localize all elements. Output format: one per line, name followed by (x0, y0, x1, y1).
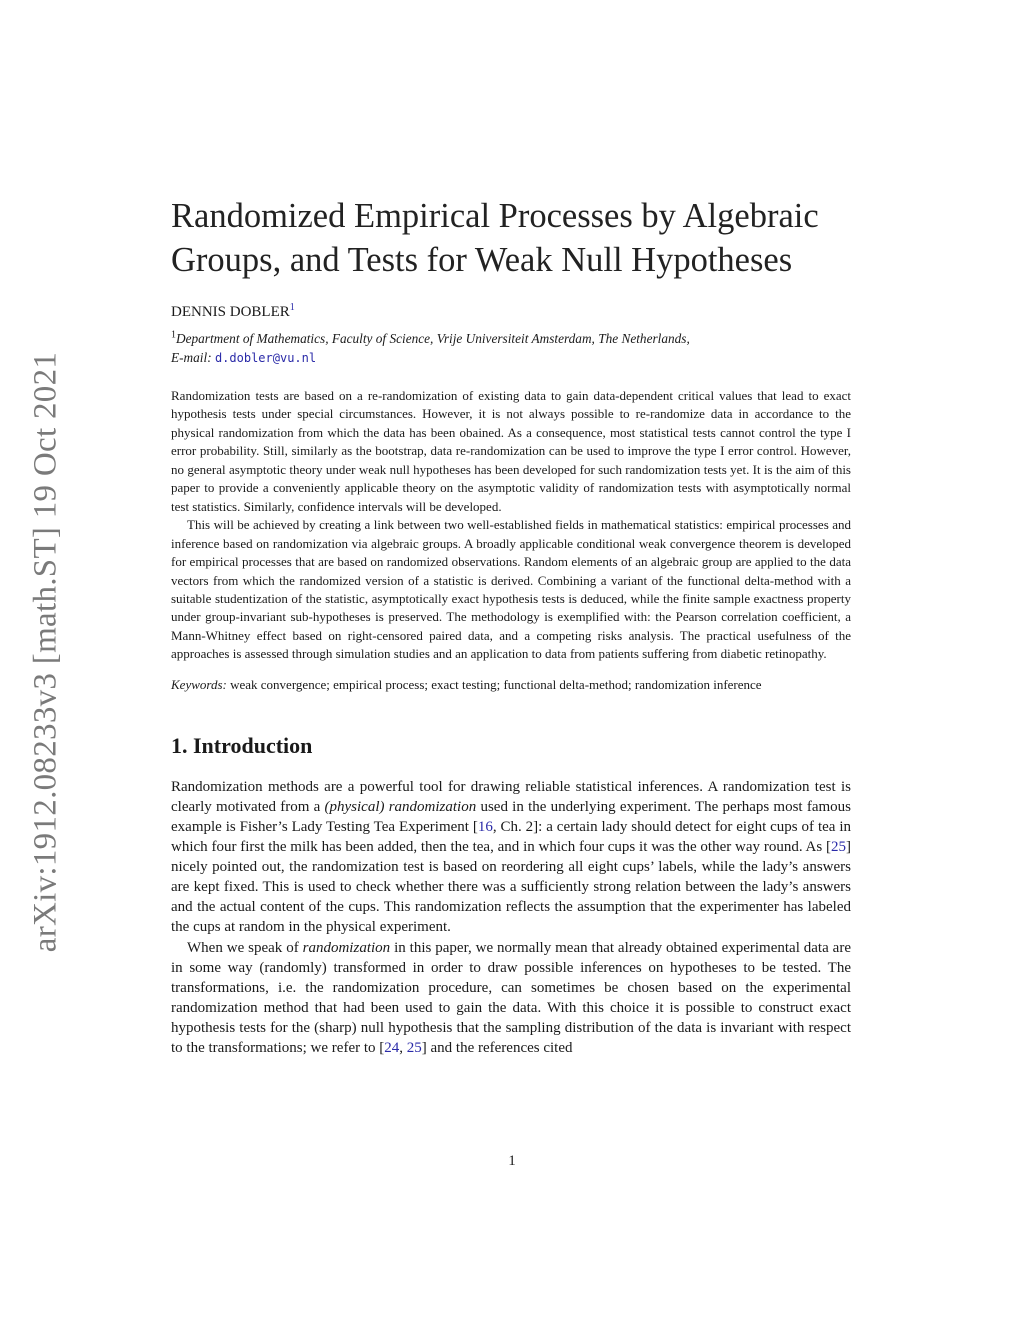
intro-paragraph-1 (171, 777, 851, 938)
introduction-body (171, 777, 851, 1058)
author-affiliation-mark[interactable]: 1 (289, 302, 295, 313)
intro-p1-text-a: Randomization methods are a powerful tool for drawing reliable statistical inferences. A randomization test is clearly motivated from a (171, 778, 851, 815)
page-number: 1 (508, 1153, 516, 1169)
keywords-label: Keywords: (171, 676, 227, 692)
intro-p2-emphasis: randomization (302, 939, 391, 956)
keywords-text: weak convergence; empirical process; exact testing; functional delta-method; randomization inference (230, 676, 762, 692)
citation-25[interactable]: 25 (831, 839, 846, 856)
abstract-paragraph-1: Randomization tests are based on a re-randomization of existing data to gain data-dependent critical values that lead to exact hypothesis tests under special circumstances. However, it is not always possible to re-randomize data in accordance to the physical randomization from which the data has been obained. As a consequence, most statistical tests cannot control the type I error probability. Still, similarly as the bootstrap, data re-randomization can be used to improve the type I error control. However, no general asymptotic theory under weak null hypotheses has been developed for such randomization tests yet. It is the aim of this paper to provide a conveniently applicable theory on the asymptotic validity of randomization tests with asymptotically normal test statistics. Similarly, confidence intervals will be developed. (171, 388, 851, 514)
citation-25-second[interactable]: 25 (406, 1040, 422, 1057)
paper-title (171, 194, 851, 282)
citation-16[interactable]: 16 (477, 818, 493, 835)
affiliation-block (171, 330, 851, 367)
affiliation-line (171, 330, 851, 349)
affiliation-mark: 1 (171, 329, 176, 341)
intro-p1-text-b: used in the underlying experiment. The perhaps most famous example is Fisher’s Lady Testing Tea Experiment [ (171, 798, 851, 835)
email-link[interactable]: d.dobler@vu.nl (214, 350, 317, 365)
intro-p2-text-c: ] and the references cited (421, 1040, 573, 1057)
intro-paragraph-2 (171, 938, 851, 1059)
citation-24[interactable]: 24 (384, 1040, 400, 1057)
intro-p2-separator: , (399, 1040, 407, 1057)
intro-p2-text-b: in this paper, we normally mean that already obtained experimental data are in some way (randomly) transformed in order to draw possible inferences on hypotheses to be tested. The transformations, i.e. the randomization procedure, can sometimes be chosen based on the experimental randomization method that had been used to gain the data. With this choice it is possible to construct exact hypothesis tests for the (sharp) null hypothesis that the sampling distribution of the data is invariant with respect to the transformations; we refer to [ (171, 939, 851, 1057)
intro-p1-emphasis: (physical) randomization (324, 798, 477, 815)
section-heading-introduction: 1. Introduction (171, 732, 313, 758)
paper-content (171, 194, 851, 1058)
email-line (171, 349, 851, 368)
author-line (171, 302, 851, 322)
abstract (171, 387, 851, 664)
email-label: E-mail: (171, 349, 212, 365)
affiliation-text: Department of Mathematics, Faculty of Science, Vrije Universiteit Amsterdam, The Netherlands, (176, 331, 690, 346)
abstract-paragraph-2: This will be achieved by creating a link between two well-established fields in mathematical statistics: empirical processes and inference based on randomization via algebraic groups. A broadly applicable conditional weak convergence theorem is developed for empirical processes that are based on randomized observations. Random elements of an algebraic group are applied to the data vectors from which the randomized version of a statistic is derived. Combining a variant of the functional delta-method with a suitable studentization of the statistic, asymptotically exact hypothesis tests is deduced, while the finite sample exactness property under group-invariant sub-hypotheses is preserved. The methodology is exemplified with: the Pearson correlation coefficient, a Mann-Whitney effect based on right-censored paired data, and a competing risks analysis. The practical usefulness of the approaches is assessed through simulation studies and an application to data from patients suffering from diabetic retinopathy. (171, 517, 851, 662)
title-line-2: Groups, and Tests for Weak Null Hypotheses (171, 241, 793, 279)
intro-p1-text-c: , Ch. 2]: a certain lady should detect for eight cups of tea in which four first the milk has been added, then the tea, and in which four cups it was the other way round. As [ (171, 818, 852, 856)
title-line-1: Randomized Empirical Processes by Algebraic (171, 197, 819, 235)
keywords-line (171, 676, 851, 694)
author-name: DENNIS DOBLER (171, 304, 290, 320)
intro-p1-text-d: ] nicely pointed out, the randomization test is based on reordering all eight cups’ labels, while the lady’s answers are kept fixed. This is used to check whether there was a sufficiently strong relation between the lady’s answers and the actual content of the cups. This randomization reflects the assumption that the experimenter has labeled the cups at random in the physical experiment. (171, 839, 851, 936)
intro-p2-text-a: When we speak of (187, 939, 303, 956)
arxiv-identifier-stamp: arXiv:1912.08233v3 [math.ST] 19 Oct 2021 (27, 351, 64, 953)
